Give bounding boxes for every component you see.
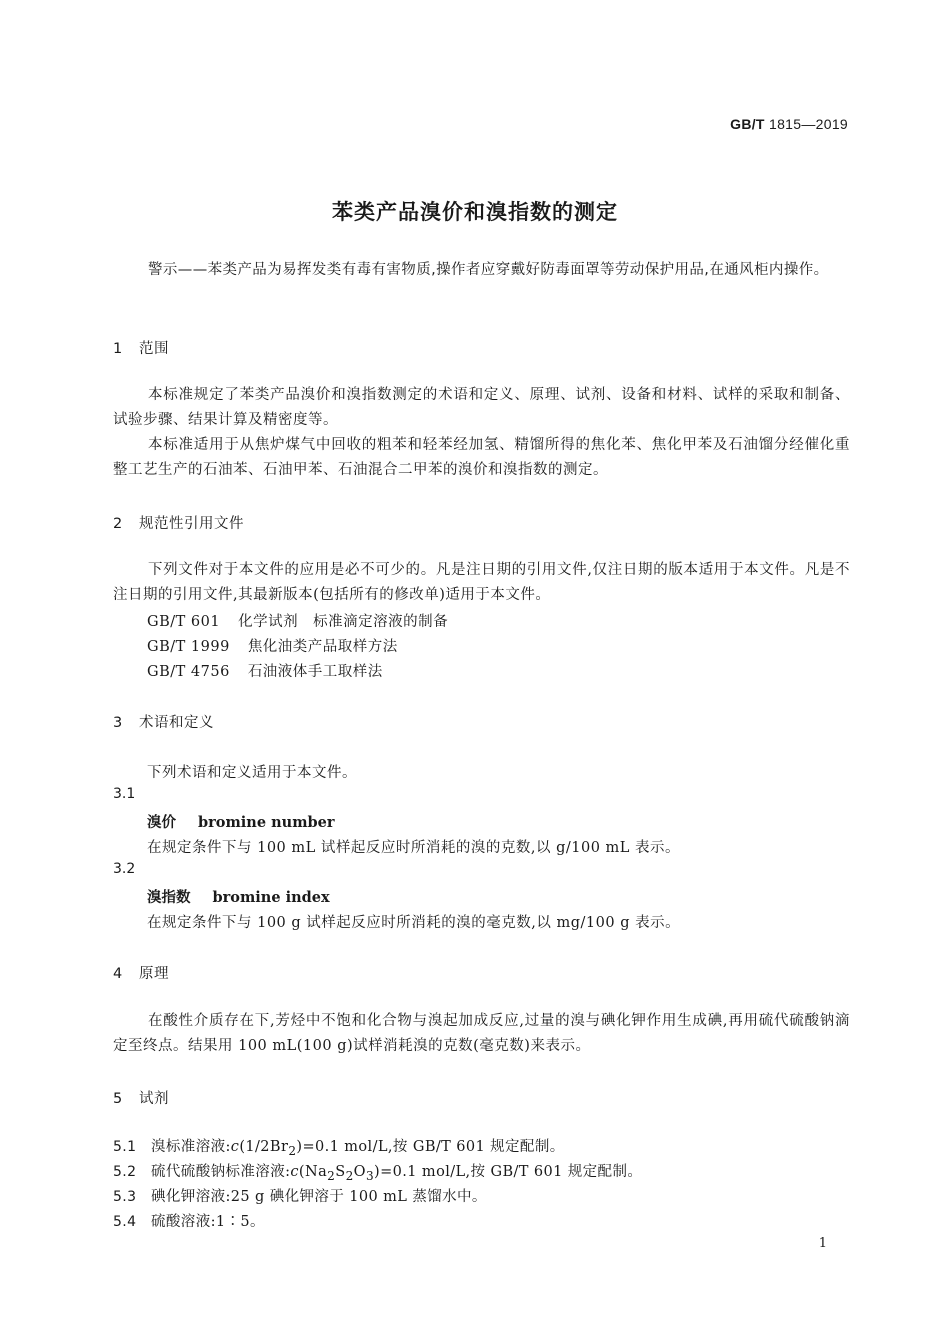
standard-number: GB/T 1815—2019 [730, 116, 848, 132]
term-heading: 溴价 bromine number [147, 814, 335, 831]
term-clause-number: 3.1 [113, 786, 136, 802]
term-definition: 在规定条件下与 100 g 试样起反应时所消耗的溴的毫克数,以 mg/100 g 表示。 [147, 915, 681, 931]
section-1-paragraph-2: 本标准适用于从焦炉煤气中回收的粗苯和轻苯经加氢、精馏所得的焦化苯、焦化甲苯及石油馏分经催化重整工艺生产的石油苯、石油甲苯、石油混合二甲苯的溴价和溴指数的测定。 [113, 437, 850, 478]
page-number: 1 [818, 1236, 827, 1251]
reagent-item: 5.1 溴标准溶液$:c(1/2Br_2)=0.1$ mol/L,按 GB/T 601 规定配制。 [113, 1139, 565, 1158]
warning-note: 警示——苯类产品为易挥发类有毒有害物质,操作者应穿戴好防毒面罩等劳动保护用品,在通风柜内操作。 [148, 262, 829, 278]
section-1-paragraph-1: 本标准规定了苯类产品溴价和溴指数测定的术语和定义、原理、试剂、设备和材料、试样的采取和制备、试验步骤、结果计算及精密度等。 [113, 387, 850, 428]
reference-item: GB/T 601 化学试剂 标准滴定溶液的制备 [147, 614, 449, 630]
term-definition: 在规定条件下与 100 mL 试样起反应时所消耗的溴的克数,以 g/100 mL 表示。 [147, 840, 681, 856]
section-2-paragraph-1: 下列文件对于本文件的应用是必不可少的。凡是注日期的引用文件,仅注日期的版本适用于本文件。凡是不注日期的引用文件,其最新版本(包括所有的修改单)适用于本文件。 [113, 562, 850, 603]
term-heading: 溴指数 bromine index [147, 889, 330, 906]
section-3-intro: 下列术语和定义适用于本文件。 [147, 765, 357, 781]
reagent-item: 5.3 碘化钾溶液:25 g 碘化钾溶于 100 mL 蒸馏水中。 [113, 1189, 487, 1205]
section-3-heading: 3 术语和定义 [113, 715, 214, 731]
section-4-paragraph-1: 在酸性介质存在下,芳烃中不饱和化合物与溴起加成反应,过量的溴与碘化钾作用生成碘,再用硫代硫酸钠滴定至终点。结果用 100 mL(100 g)试样消耗溴的克数(毫克数)来表示。 [113, 1013, 850, 1054]
section-4-heading: 4 原理 [113, 966, 169, 982]
document-title: 苯类产品溴价和溴指数的测定 [332, 200, 618, 224]
reagent-item: 5.2 硫代硫酸钠标准溶液$:c(Na_2S_2O_3)=0.1$ mol/L,按 GB/T 601 规定配制。 [113, 1164, 643, 1183]
section-5-heading: 5 试剂 [113, 1091, 169, 1107]
reference-item: GB/T 4756 石油液体手工取样法 [147, 664, 383, 680]
section-2-heading: 2 规范性引用文件 [113, 516, 244, 532]
section-1-heading: 1 范围 [113, 341, 169, 357]
reference-item: GB/T 1999 焦化油类产品取样方法 [147, 639, 398, 655]
term-clause-number: 3.2 [113, 861, 136, 877]
reagent-item: 5.4 硫酸溶液:1∶5。 [113, 1214, 265, 1230]
